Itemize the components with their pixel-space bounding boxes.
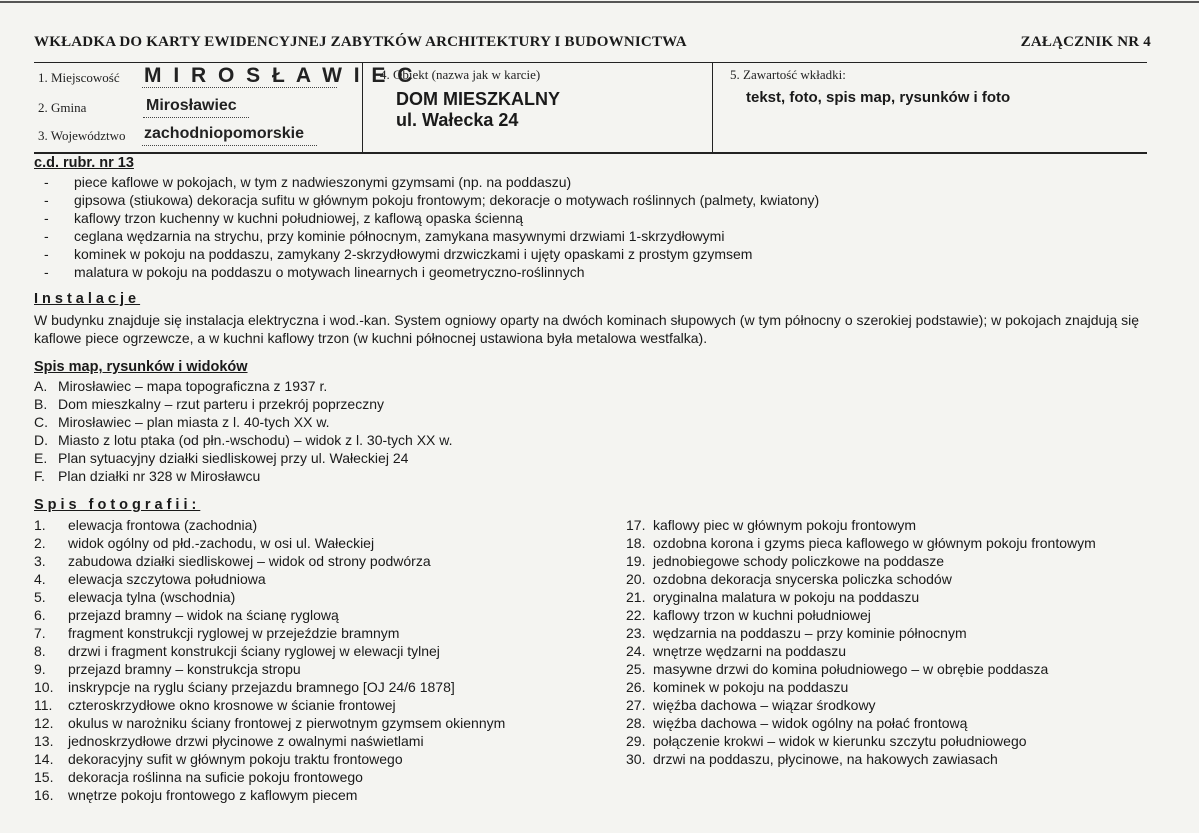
field-miejscowosc-label: 1. Miejscowość [38, 70, 120, 85]
photo-list-right [626, 516, 1096, 768]
list-item: 6. przejazd bramny – widok na ścianę ryglową [34, 607, 339, 623]
annex-number: ZAŁĄCZNIK NR 4 [1020, 34, 1151, 50]
spis-map-list [34, 377, 453, 485]
list-item: 23. wędzarnia na poddaszu – przy kominie północnym [626, 625, 967, 641]
obiekt-address: ul. Wałecka 24 [396, 110, 519, 130]
divider-top [34, 62, 1147, 63]
cd-rubr-list [44, 173, 819, 281]
list-item: 1. elewacja frontowa (zachodnia) [34, 517, 258, 533]
list-item: 25. masywne drzwi do komina południowego – w obrębie poddasza [626, 661, 1049, 677]
obiekt-name: DOM MIESZKALNY [396, 89, 560, 109]
list-item: 24. wnętrze wędzarni na poddaszu [626, 643, 847, 659]
list-item: 5. elewacja tylna (wschodnia) [34, 589, 236, 605]
list-item: E. Plan sytuacyjny działki siedliskowej przy ul. Wałeckiej 24 [34, 450, 409, 466]
section-title-instalacje: Instalacje [34, 291, 141, 307]
header [34, 34, 1151, 54]
field-gmina [38, 97, 237, 116]
list-item: 15. dekoracja roślinna na suficie pokoju frontowego [34, 769, 363, 785]
list-item: 19. jednobiegowe schody policzkowe na poddasze [626, 553, 945, 569]
divider-fields [34, 152, 1147, 154]
list-item: - gipsowa (stiukowa) dekoracja sufitu w głównym pokoju frontowym; dekoracje o motywach roślinnych (palmety, kwiatony) [44, 192, 820, 208]
list-item: 28. więźba dachowa – widok ogólny na połać frontową [626, 715, 968, 731]
field-gmina-value: Mirosławiec [146, 97, 237, 114]
list-item: 16. wnętrze pokoju frontowego z kaflowym piecem [34, 787, 358, 803]
list-item: 29. połączenie krokwi – widok w kierunku szczytu południowego [626, 733, 1027, 749]
list-item: 8. drzwi i fragment konstrukcji ściany ryglowej w elewacji tylnej [34, 643, 440, 659]
photo-list-left [34, 516, 505, 804]
field-gmina-label: 2. Gmina [38, 100, 87, 115]
document-title: WKŁADKA DO KARTY EWIDENCYJNEJ ZABYTKÓW ARCHITEKTURY I BUDOWNICTWA [34, 34, 687, 50]
field-obiekt-label: 4. Obiekt (nazwa jak w karcie) [380, 67, 541, 82]
field-miejscowosc [38, 64, 416, 87]
list-item: - ceglana wędzarnia na strychu, przy kominie północnym, zamykana masywnymi drzwiami 1-skrzydłowymi [44, 228, 725, 244]
column-separator-2 [712, 62, 713, 152]
section-title-cd-rubr: c.d. rubr. nr 13 [34, 155, 134, 171]
list-item: 20. ozdobna dekoracja snycerska policzka schodów [626, 571, 952, 587]
list-item: A. Mirosławiec – mapa topograficzna z 1937 r. [34, 378, 328, 394]
field-miejscowosc-value: M I R O S Ł A W I E C [144, 64, 416, 87]
list-item: 17. kaflowy piec w głównym pokoju frontowym [626, 517, 916, 533]
field-wojewodztwo-value: zachodniopomorskie [144, 125, 305, 142]
list-item: 11. czteroskrzydłowe okno krosnowe w ścianie frontowej [34, 697, 396, 713]
list-item: - kaflowy trzon kuchenny w kuchni południowej, z kaflową opaska ścienną [44, 210, 524, 226]
list-item: 13. jednoskrzydłowe drzwi płycinowe z owalnymi naświetlami [34, 733, 424, 749]
list-item: F. Plan działki nr 328 w Mirosławcu [34, 468, 261, 484]
list-item: - malatura w pokoju na poddaszu o motywach linearnych i geometryczno-roślinnych [44, 264, 585, 280]
list-item: 10. inskrypcje na ryglu ściany przejazdu bramnego [OJ 24/6 1878] [34, 679, 455, 695]
field-zawartosc-label: 5. Zawartość wkładki: [730, 67, 846, 82]
section-title-spis-map: Spis map, rysunków i widoków [34, 359, 248, 375]
list-item: 4. elewacja szczytowa południowa [34, 571, 266, 587]
list-item: 21. oryginalna malatura w pokoju na poddaszu [626, 589, 920, 605]
dotted-line [143, 117, 249, 118]
list-item: 3. zabudowa działki siedliskowej – widok od strony podwórza [34, 553, 431, 569]
field-wojewodztwo [38, 125, 305, 144]
list-item: 18. ozdobna korona i gzyms pieca kaflowego w głównym pokoju frontowym [626, 535, 1096, 551]
list-item: 9. przejazd bramny – konstrukcja stropu [34, 661, 301, 677]
list-item: 12. okulus w narożniku ściany frontowej z pierwotnym gzymsem okiennym [34, 715, 506, 731]
section-title-spis-fotografii: Spis fotografii: [34, 497, 201, 513]
list-item: 26. kominek w pokoju na poddaszu [626, 679, 849, 695]
list-item: D. Miasto z lotu ptaka (od płn.-wschodu) – widok z l. 30-tych XX w. [34, 432, 453, 448]
field-zawartosc-value: tekst, foto, spis map, rysunków i foto [746, 89, 1011, 106]
list-item: 27. więźba dachowa – wiązar środkowy [626, 697, 876, 713]
list-item: 30. drzwi na poddaszu, płycinowe, na hakowych zawiasach [626, 751, 998, 767]
list-item: B. Dom mieszkalny – rzut parteru i przekrój poprzeczny [34, 396, 385, 412]
list-item: 2. widok ogólny od płd.-zachodu, w osi ul. Wałeckiej [34, 535, 375, 551]
list-item: - piece kaflowe w pokojach, w tym z nadwieszonymi gzymsami (np. na poddaszu) [44, 174, 572, 190]
list-item: C. Mirosławiec – plan miasta z l. 40-tych XX w. [34, 414, 330, 430]
list-item: 22. kaflowy trzon w kuchni południowej [626, 607, 871, 623]
list-item: 14. dekoracyjny sufit w głównym pokoju traktu frontowego [34, 751, 403, 767]
dotted-line [142, 87, 337, 88]
top-border [0, 1, 1199, 3]
instalacje-text: W budynku znajduje się instalacja elektryczna i wod.-kan. System ogniowy oparty na dwóch kominach słupowych (w tym północny o szerokiej podstawie); w pokojach znajdują się kaflowe piece ogrzewcze, a w kuchni kaflowy trzon (w kuchni północnej ustawiona była metalowa westfalka). [34, 312, 1139, 346]
field-wojewodztwo-label: 3. Województwo [38, 128, 126, 143]
field-obiekt-value [396, 89, 560, 131]
list-item: - kominek w pokoju na poddaszu, zamykany 2-skrzydłowymi drzwiczkami i ujęty opaskami z prostym gzymsem [44, 246, 753, 262]
list-item: 7. fragment konstrukcji ryglowej w przejeździe bramnym [34, 625, 400, 641]
dotted-line [142, 145, 317, 146]
